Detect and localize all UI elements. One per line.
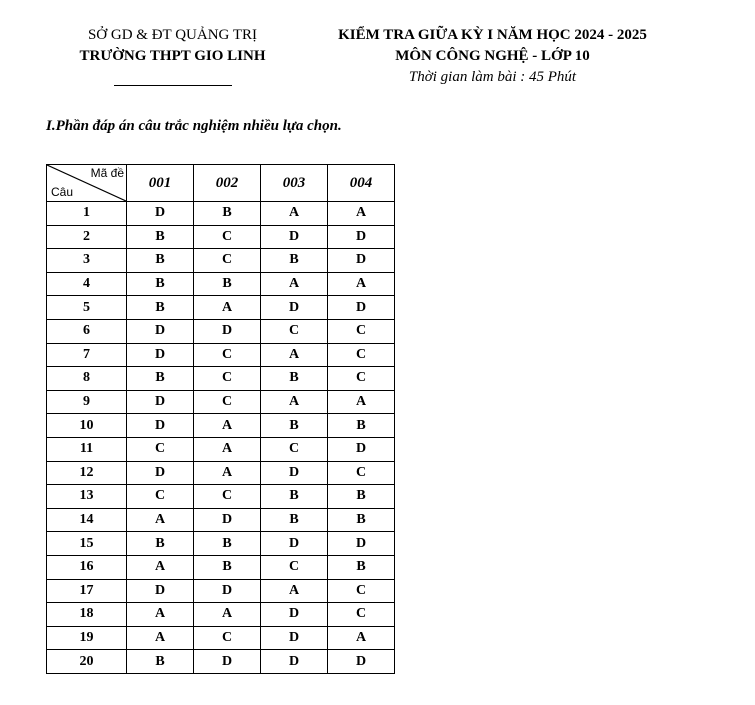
answer-cell: D bbox=[328, 437, 395, 461]
answer-cell: A bbox=[194, 461, 261, 485]
answer-table-header-row bbox=[47, 165, 395, 202]
question-number-cell: 12 bbox=[47, 461, 127, 485]
answer-cell: B bbox=[127, 225, 194, 249]
table-row bbox=[47, 296, 395, 320]
section-title: I.Phần đáp án câu trắc nghiệm nhiều lựa chọn. bbox=[46, 118, 342, 134]
answer-cell: D bbox=[194, 508, 261, 532]
answer-cell: A bbox=[261, 579, 328, 603]
answer-cell: D bbox=[261, 461, 328, 485]
answer-cell: B bbox=[261, 485, 328, 509]
answer-cell: A bbox=[194, 414, 261, 438]
answer-cell: B bbox=[194, 272, 261, 296]
answer-cell: A bbox=[127, 555, 194, 579]
exam-code-header-cell: 003 bbox=[261, 165, 328, 202]
answer-cell: A bbox=[328, 272, 395, 296]
answer-cell: A bbox=[261, 343, 328, 367]
question-number-cell: 10 bbox=[47, 414, 127, 438]
answer-cell: D bbox=[127, 343, 194, 367]
answer-cell: B bbox=[261, 508, 328, 532]
question-number-cell: 9 bbox=[47, 390, 127, 414]
question-number-cell: 17 bbox=[47, 579, 127, 603]
answer-cell: C bbox=[194, 343, 261, 367]
question-number-cell: 14 bbox=[47, 508, 127, 532]
answer-cell: C bbox=[261, 319, 328, 343]
table-row bbox=[47, 485, 395, 509]
table-row bbox=[47, 343, 395, 367]
table-row bbox=[47, 225, 395, 249]
question-number-cell: 3 bbox=[47, 249, 127, 273]
answer-cell: A bbox=[261, 202, 328, 226]
answer-cell: C bbox=[194, 485, 261, 509]
answer-cell: B bbox=[261, 414, 328, 438]
answer-cell: C bbox=[194, 626, 261, 650]
answer-cell: C bbox=[328, 319, 395, 343]
answer-cell: D bbox=[127, 579, 194, 603]
answer-cell: B bbox=[194, 532, 261, 556]
table-row bbox=[47, 508, 395, 532]
table-row bbox=[47, 603, 395, 627]
answer-cell: C bbox=[194, 367, 261, 391]
answer-cell: D bbox=[328, 532, 395, 556]
answer-cell: D bbox=[127, 461, 194, 485]
header-divider bbox=[114, 85, 232, 86]
table-row bbox=[47, 367, 395, 391]
answer-cell: D bbox=[261, 626, 328, 650]
question-number-cell: 15 bbox=[47, 532, 127, 556]
answer-cell: C bbox=[328, 367, 395, 391]
answer-cell: C bbox=[127, 437, 194, 461]
answer-cell: D bbox=[194, 650, 261, 674]
answer-cell: C bbox=[261, 555, 328, 579]
table-row bbox=[47, 555, 395, 579]
question-number-cell: 2 bbox=[47, 225, 127, 249]
answer-cell: A bbox=[328, 202, 395, 226]
answer-cell: D bbox=[261, 296, 328, 320]
answer-cell: D bbox=[194, 579, 261, 603]
table-row bbox=[47, 272, 395, 296]
answer-cell: B bbox=[127, 532, 194, 556]
answer-cell: D bbox=[127, 202, 194, 226]
answer-cell: C bbox=[194, 249, 261, 273]
answer-cell: C bbox=[194, 225, 261, 249]
answer-cell: D bbox=[328, 296, 395, 320]
question-number-cell: 11 bbox=[47, 437, 127, 461]
answer-cell: A bbox=[194, 437, 261, 461]
answer-cell: B bbox=[261, 367, 328, 391]
table-row bbox=[47, 579, 395, 603]
answer-cell: A bbox=[194, 603, 261, 627]
answer-cell: D bbox=[261, 225, 328, 249]
answer-cell: C bbox=[328, 579, 395, 603]
answer-cell: A bbox=[127, 626, 194, 650]
answer-cell: D bbox=[261, 650, 328, 674]
answer-cell: A bbox=[127, 603, 194, 627]
answer-cell: B bbox=[328, 555, 395, 579]
table-corner-cell bbox=[47, 165, 127, 202]
answer-cell: B bbox=[194, 202, 261, 226]
question-number-cell: 1 bbox=[47, 202, 127, 226]
answer-cell: C bbox=[328, 343, 395, 367]
question-number-cell: 8 bbox=[47, 367, 127, 391]
answer-cell: B bbox=[328, 508, 395, 532]
answer-cell: D bbox=[127, 414, 194, 438]
table-row bbox=[47, 319, 395, 343]
answer-cell: D bbox=[127, 319, 194, 343]
table-row bbox=[47, 461, 395, 485]
answer-cell: A bbox=[127, 508, 194, 532]
exam-time: Thời gian làm bài : 45 Phút bbox=[408, 69, 577, 85]
answer-cell: D bbox=[328, 650, 395, 674]
question-number-cell: 5 bbox=[47, 296, 127, 320]
answer-cell: B bbox=[261, 249, 328, 273]
answer-cell: D bbox=[194, 319, 261, 343]
question-number-cell: 16 bbox=[47, 555, 127, 579]
table-row bbox=[47, 249, 395, 273]
answer-cell: A bbox=[328, 390, 395, 414]
table-row bbox=[47, 390, 395, 414]
table-row bbox=[47, 414, 395, 438]
header-right bbox=[300, 25, 685, 87]
question-number-cell: 6 bbox=[47, 319, 127, 343]
subject-title: MÔN CÔNG NGHỆ - LỚP 10 bbox=[395, 48, 590, 64]
answer-cell: D bbox=[328, 225, 395, 249]
answer-cell: D bbox=[127, 390, 194, 414]
question-number-cell: 20 bbox=[47, 650, 127, 674]
question-header: Câu bbox=[51, 185, 74, 199]
answer-cell: C bbox=[261, 437, 328, 461]
answer-cell: D bbox=[328, 249, 395, 273]
school-name: TRƯỜNG THPT GIO LINH bbox=[79, 48, 266, 64]
table-row bbox=[47, 626, 395, 650]
header-left bbox=[60, 25, 285, 86]
department-name: SỞ GD & ĐT QUẢNG TRỊ bbox=[87, 27, 258, 43]
table-row bbox=[47, 202, 395, 226]
exam-code-header-cell: 001 bbox=[127, 165, 194, 202]
exam-code-header-cell: 004 bbox=[328, 165, 395, 202]
answer-cell: A bbox=[194, 296, 261, 320]
answer-cell: A bbox=[261, 390, 328, 414]
answer-cell: D bbox=[261, 603, 328, 627]
answer-cell: B bbox=[127, 367, 194, 391]
table-row bbox=[47, 650, 395, 674]
question-number-cell: 7 bbox=[47, 343, 127, 367]
answer-table-body bbox=[47, 202, 395, 674]
answer-cell: B bbox=[127, 272, 194, 296]
answer-cell: B bbox=[194, 555, 261, 579]
table-row bbox=[47, 437, 395, 461]
answer-cell: B bbox=[127, 296, 194, 320]
question-number-cell: 4 bbox=[47, 272, 127, 296]
answer-cell: C bbox=[328, 461, 395, 485]
question-number-cell: 19 bbox=[47, 626, 127, 650]
answer-cell: A bbox=[261, 272, 328, 296]
answer-cell: A bbox=[328, 626, 395, 650]
answer-table bbox=[46, 164, 395, 674]
answer-cell: D bbox=[261, 532, 328, 556]
exam-title: KIỂM TRA GIỮA KỲ I NĂM HỌC 2024 - 2025 bbox=[338, 27, 647, 43]
answer-cell: C bbox=[194, 390, 261, 414]
table-row bbox=[47, 532, 395, 556]
answer-cell: B bbox=[127, 650, 194, 674]
answer-cell: C bbox=[127, 485, 194, 509]
answer-cell: B bbox=[328, 485, 395, 509]
question-number-cell: 13 bbox=[47, 485, 127, 509]
question-number-cell: 18 bbox=[47, 603, 127, 627]
exam-code-header-cell: 002 bbox=[194, 165, 261, 202]
answer-cell: B bbox=[328, 414, 395, 438]
answer-cell: B bbox=[127, 249, 194, 273]
answer-cell: C bbox=[328, 603, 395, 627]
exam-code-header: Mã đề bbox=[90, 166, 124, 180]
